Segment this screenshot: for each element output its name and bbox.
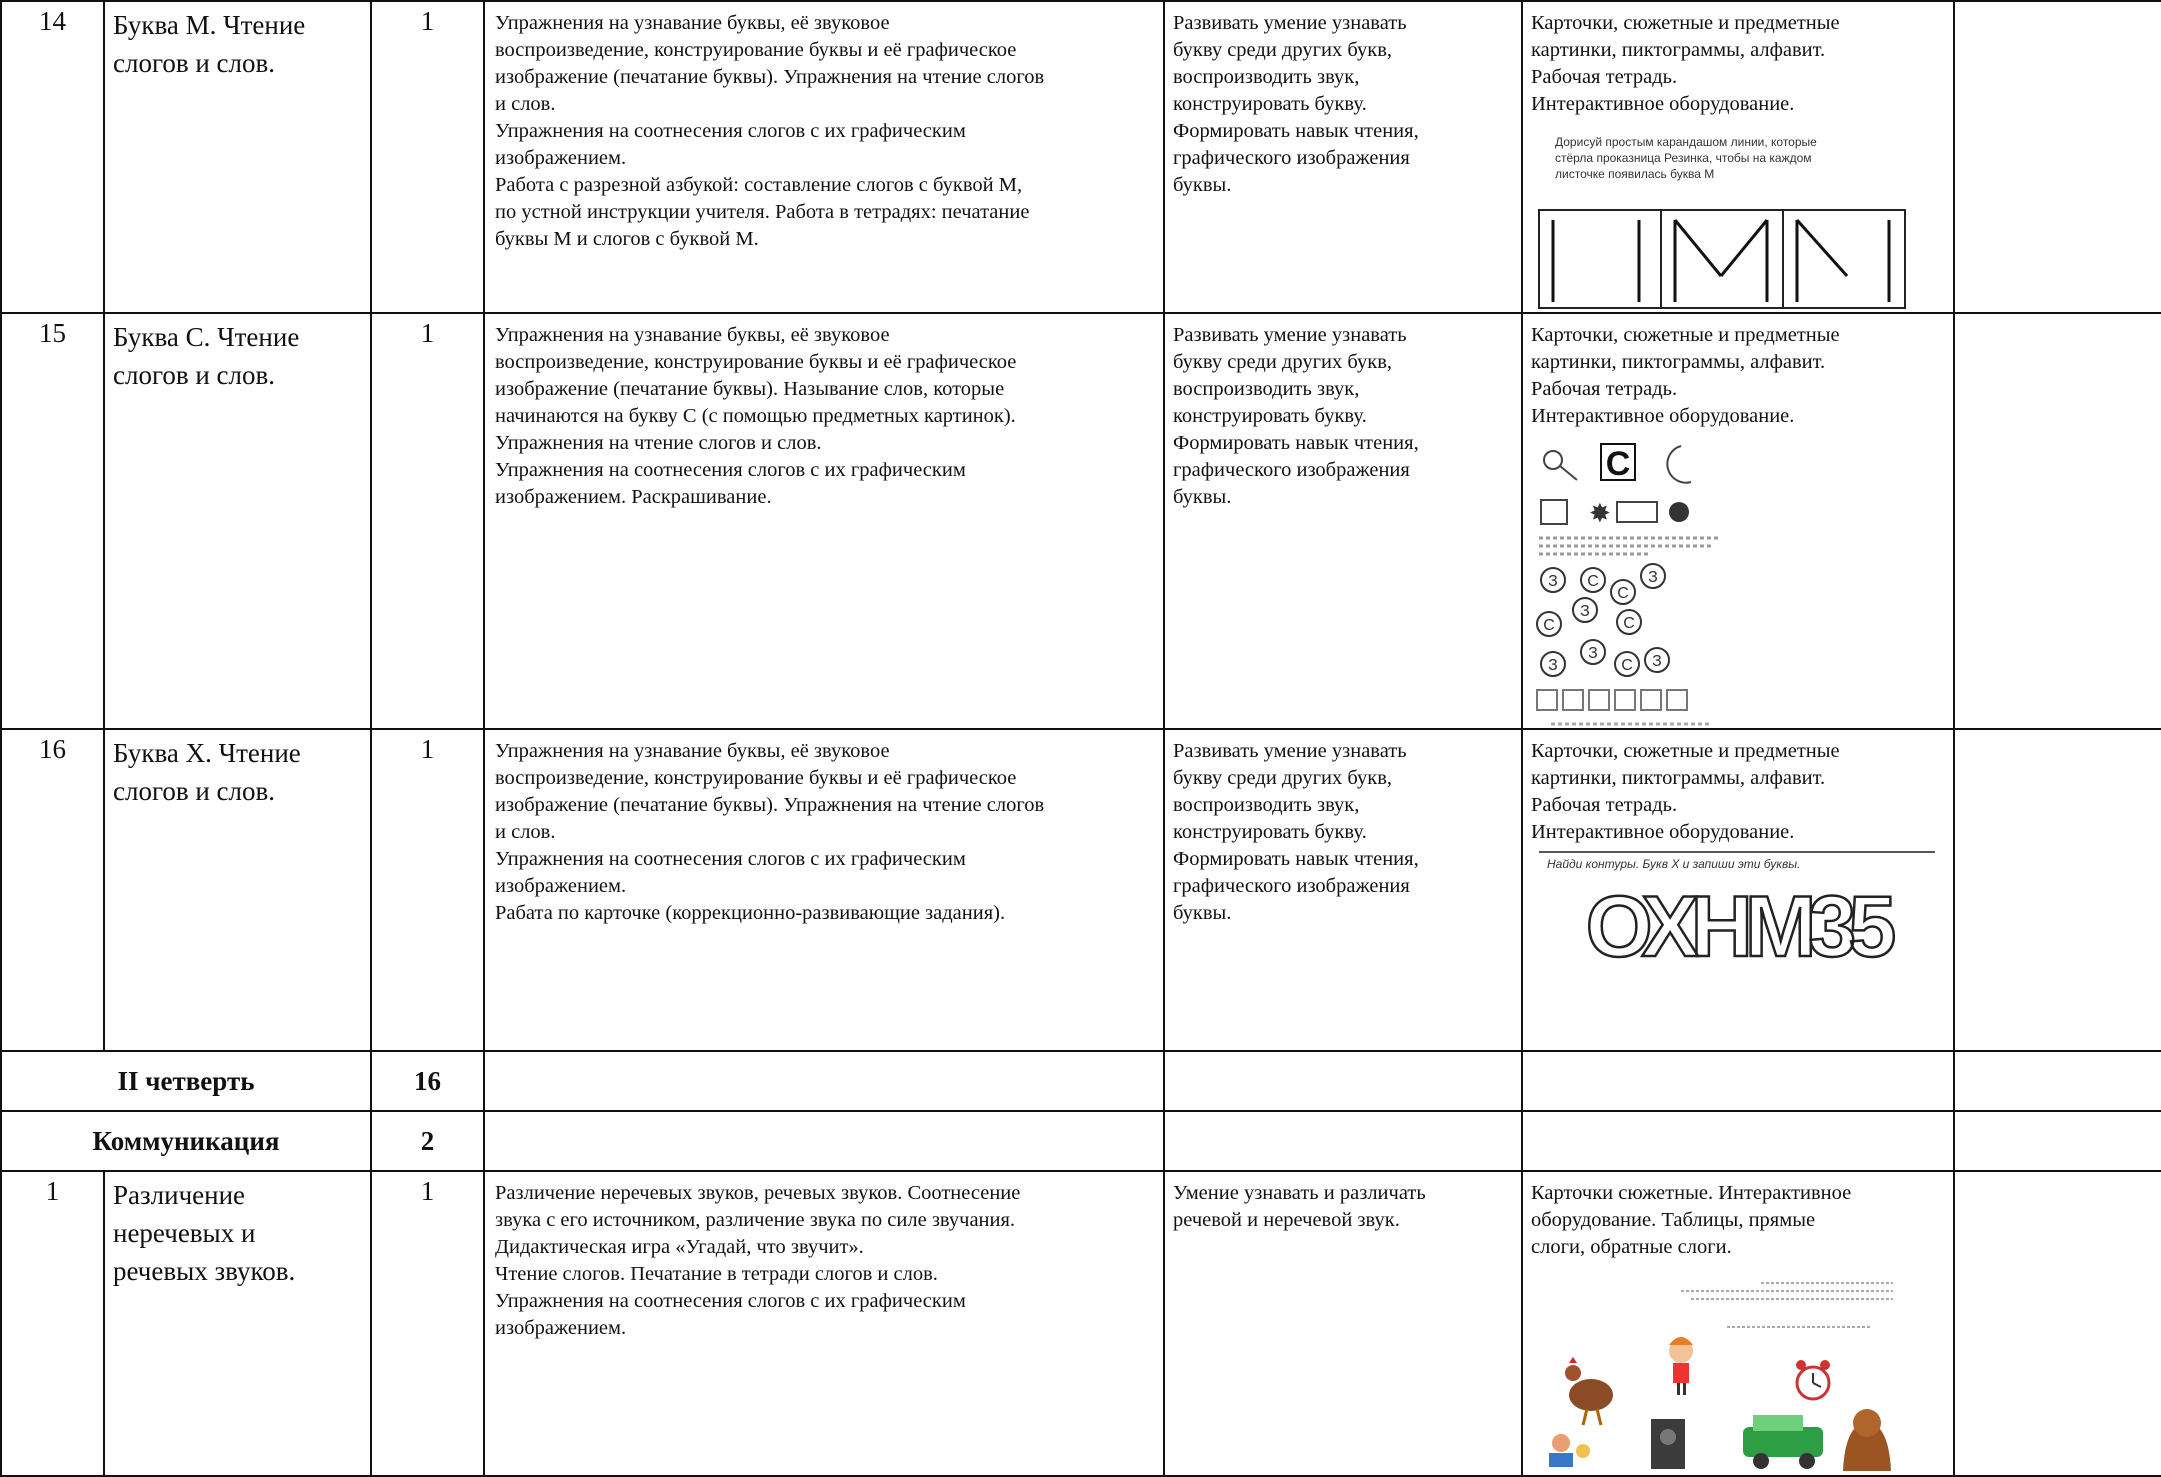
lesson-topic <box>104 729 371 1051</box>
goals-line: буквы. <box>1173 174 1232 196</box>
content-line: Рабата по карточке (коррекционно-развивающие задания). <box>495 902 1006 924</box>
goals-line: Развивать умение узнавать <box>1173 12 1407 34</box>
alarm-clock-icon <box>1796 1360 1830 1399</box>
lesson-topic <box>104 313 371 729</box>
content-line: Дидактическая игра «Угадай, что звучит». <box>495 1236 864 1258</box>
lesson-topic <box>104 1 371 313</box>
lesson-number: 15 <box>1 313 104 729</box>
lesson-equipment <box>1522 1 1954 313</box>
content-line: изображением. Раскрашивание. <box>495 486 772 508</box>
content-line: воспроизведение, конструирование буквы и её графическое <box>495 39 1017 61</box>
content-line: изображением. <box>495 1317 627 1339</box>
content-line: изображением. <box>495 875 627 897</box>
lesson-content <box>484 313 1164 729</box>
letter-s-worksheet-image <box>1531 438 1731 728</box>
z-letter: З <box>1648 569 1658 586</box>
goals-line: букву среди других букв, <box>1173 767 1392 789</box>
topic-line: слогов и слов. <box>113 776 276 806</box>
goals-line: графического изображения <box>1173 147 1410 169</box>
content-line: Различение неречевых звуков, речевых звуков. Соотнесение <box>495 1182 1021 1204</box>
content-line: Упражнения на соотнесения слогов с их графическим <box>495 1290 966 1312</box>
toy-car-icon <box>1743 1415 1823 1469</box>
lesson-equipment <box>1522 1171 1954 1476</box>
section-title: Коммуникация <box>1 1111 371 1171</box>
empty-cell <box>1954 1051 2161 1111</box>
z-letter: З <box>1580 603 1590 620</box>
lesson-equipment <box>1522 313 1954 729</box>
lesson-content <box>484 729 1164 1051</box>
z-letter: З <box>1652 653 1662 670</box>
lesson-equipment <box>1522 729 1954 1051</box>
goals-line: воспроизводить звук, <box>1173 66 1360 88</box>
empty-cell <box>1164 1051 1522 1111</box>
content-line: звука с его источником, различение звука по силе звучания. <box>495 1209 1016 1231</box>
content-line: изображение (печатание буквы). Упражнения на чтение слогов <box>495 66 1045 88</box>
z-letter: З <box>1588 645 1598 662</box>
topic-line: Различение <box>113 1180 246 1210</box>
lesson-content <box>484 1171 1164 1476</box>
goals-line: Формировать навык чтения, <box>1173 120 1419 142</box>
goals-line: буквы. <box>1173 902 1232 924</box>
lesson-hours: 1 <box>371 313 484 729</box>
rooster-icon <box>1565 1357 1613 1425</box>
empty-cell <box>1954 1111 2161 1171</box>
worksheet-caption: Найди контуры. Букв Х и запиши эти буквы. <box>1547 857 1801 871</box>
content-line: воспроизведение, конструирование буквы и её графическое <box>495 767 1017 789</box>
content-line: изображение (печатание буквы). Упражнения на чтение слогов <box>495 794 1045 816</box>
section-row <box>1 1111 2161 1171</box>
lesson-goals <box>1164 313 1522 729</box>
goals-line: воспроизводить звук, <box>1173 794 1360 816</box>
lesson-row <box>1 1 2161 313</box>
content-line: воспроизведение, конструирование буквы и её графическое <box>495 351 1017 373</box>
worksheet-caption: стёрла проказница Резинка, чтобы на каждом <box>1555 151 1812 165</box>
empty-cell <box>484 1051 1164 1111</box>
equipment-line: картинки, пиктограммы, алфавит. <box>1531 351 1826 373</box>
content-line: по устной инструкции учителя. Работа в тетрадях: печатание <box>495 201 1030 223</box>
content-line: Работа с разрезной азбукой: составление слогов с буквой М, <box>495 174 1023 196</box>
worksheet-caption: Дорисуй простым карандашом линии, которые <box>1555 135 1817 149</box>
content-line: Упражнения на соотнесения слогов с их графическим <box>495 459 966 481</box>
worksheet-caption: листочке появилась буква М <box>1555 167 1715 181</box>
goals-line: конструировать букву. <box>1173 821 1367 843</box>
goals-line: Формировать навык чтения, <box>1173 432 1419 454</box>
quarter-hours: 16 <box>371 1051 484 1111</box>
lesson-hours: 1 <box>371 1 484 313</box>
empty-cell <box>1522 1111 1954 1171</box>
notes-cell <box>1954 1171 2161 1476</box>
section-hours: 2 <box>371 1111 484 1171</box>
topic-line: Буква Х. Чтение <box>113 738 301 768</box>
lesson-content <box>484 1 1164 313</box>
equipment-line: Карточки, сюжетные и предметные <box>1531 324 1840 346</box>
lesson-topic <box>104 1171 371 1476</box>
lesson-number: 14 <box>1 1 104 313</box>
overlapping-letters: ОХНМ35 <box>1585 879 1889 975</box>
c-letter: С <box>1587 573 1599 590</box>
c-letter: С <box>1623 615 1635 632</box>
empty-cell <box>484 1111 1164 1171</box>
equipment-line: Интерактивное оборудование. <box>1531 93 1795 115</box>
content-line: начинаются на букву С (с помощью предметных картинок). <box>495 405 1016 427</box>
topic-line: Буква М. Чтение <box>113 10 306 40</box>
equipment-line: Интерактивное оборудование. <box>1531 821 1795 843</box>
equipment-line: картинки, пиктограммы, алфавит. <box>1531 767 1826 789</box>
goals-line: графического изображения <box>1173 459 1410 481</box>
goals-line: букву среди других букв, <box>1173 39 1392 61</box>
letter-h-worksheet-image <box>1531 848 1941 998</box>
lesson-goals <box>1164 729 1522 1051</box>
lesson-goals <box>1164 1171 1522 1476</box>
lesson-row <box>1 1171 2161 1476</box>
goals-line: букву среди других букв, <box>1173 351 1392 373</box>
content-line: Упражнения на узнавание буквы, её звуковое <box>495 324 890 346</box>
goals-line: графического изображения <box>1173 875 1410 897</box>
notes-cell <box>1954 313 2161 729</box>
lesson-hours: 1 <box>371 1171 484 1476</box>
notes-cell <box>1954 1 2161 313</box>
c-letter: С <box>1543 617 1555 634</box>
goals-line: буквы. <box>1173 486 1232 508</box>
goals-line: Умение узнавать и различать <box>1173 1182 1426 1204</box>
c-letter: С <box>1621 657 1633 674</box>
z-letter: З <box>1548 573 1558 590</box>
quarter-title: II четверть <box>1 1051 371 1111</box>
lesson-goals <box>1164 1 1522 313</box>
topic-line: неречевых и <box>113 1218 256 1248</box>
goals-line: речевой и неречевой звук. <box>1173 1209 1400 1231</box>
letter-m-worksheet-image <box>1531 126 1911 312</box>
content-line: Чтение слогов. Печатание в тетради слогов и слов. <box>495 1263 938 1285</box>
equipment-line: Интерактивное оборудование. <box>1531 405 1795 427</box>
equipment-line: слоги, обратные слоги. <box>1531 1236 1732 1258</box>
goals-line: Развивать умение узнавать <box>1173 324 1407 346</box>
lesson-row <box>1 313 2161 729</box>
svg-text:✸: ✸ <box>1589 499 1611 529</box>
content-line: Упражнения на узнавание буквы, её звуковое <box>495 12 890 34</box>
equipment-line: оборудование. Таблицы, прямые <box>1531 1209 1816 1231</box>
content-line: изображением. <box>495 147 627 169</box>
content-line: Упражнения на чтение слогов и слов. <box>495 432 822 454</box>
goals-line: Формировать навык чтения, <box>1173 848 1419 870</box>
c-letter: С <box>1617 585 1629 602</box>
content-line: Упражнения на узнавание буквы, её звуковое <box>495 740 890 762</box>
topic-line: речевых звуков. <box>113 1256 296 1286</box>
equipment-line: Рабочая тетрадь. <box>1531 66 1678 88</box>
content-line: Упражнения на соотнесения слогов с их графическим <box>495 120 966 142</box>
notes-cell <box>1954 729 2161 1051</box>
equipment-line: Карточки, сюжетные и предметные <box>1531 740 1840 762</box>
lesson-number: 1 <box>1 1171 104 1476</box>
goals-line: воспроизводить звук, <box>1173 378 1360 400</box>
big-letter: C <box>1605 445 1631 483</box>
goals-line: конструировать букву. <box>1173 405 1367 427</box>
content-line: и слов. <box>495 821 556 843</box>
content-line: Упражнения на соотнесения слогов с их графическим <box>495 848 966 870</box>
topic-line: слогов и слов. <box>113 360 276 390</box>
topic-line: слогов и слов. <box>113 48 276 78</box>
goals-line: конструировать букву. <box>1173 93 1367 115</box>
equipment-line: Карточки, сюжетные и предметные <box>1531 12 1840 34</box>
equipment-line: Рабочая тетрадь. <box>1531 794 1678 816</box>
content-line: изображение (печатание буквы). Называние слов, которые <box>495 378 1005 400</box>
lesson-row <box>1 729 2161 1051</box>
empty-cell <box>1522 1051 1954 1111</box>
content-line: и слов. <box>495 93 556 115</box>
equipment-line: Рабочая тетрадь. <box>1531 378 1678 400</box>
equipment-line: Карточки сюжетные. Интерактивное <box>1531 1182 1852 1204</box>
goals-line: Развивать умение узнавать <box>1173 740 1407 762</box>
children-icon <box>1549 1434 1590 1467</box>
girl-icon <box>1669 1337 1693 1395</box>
lesson-hours: 1 <box>371 729 484 1051</box>
sounds-worksheet-image <box>1531 1275 1911 1475</box>
content-line: буквы М и слогов с буквой М. <box>495 228 759 250</box>
topic-line: Буква С. Чтение <box>113 322 300 352</box>
z-letter: З <box>1548 657 1558 674</box>
lesson-number: 16 <box>1 729 104 1051</box>
empty-cell <box>1164 1111 1522 1171</box>
equipment-line: картинки, пиктограммы, алфавит. <box>1531 39 1826 61</box>
quarter-row <box>1 1051 2161 1111</box>
